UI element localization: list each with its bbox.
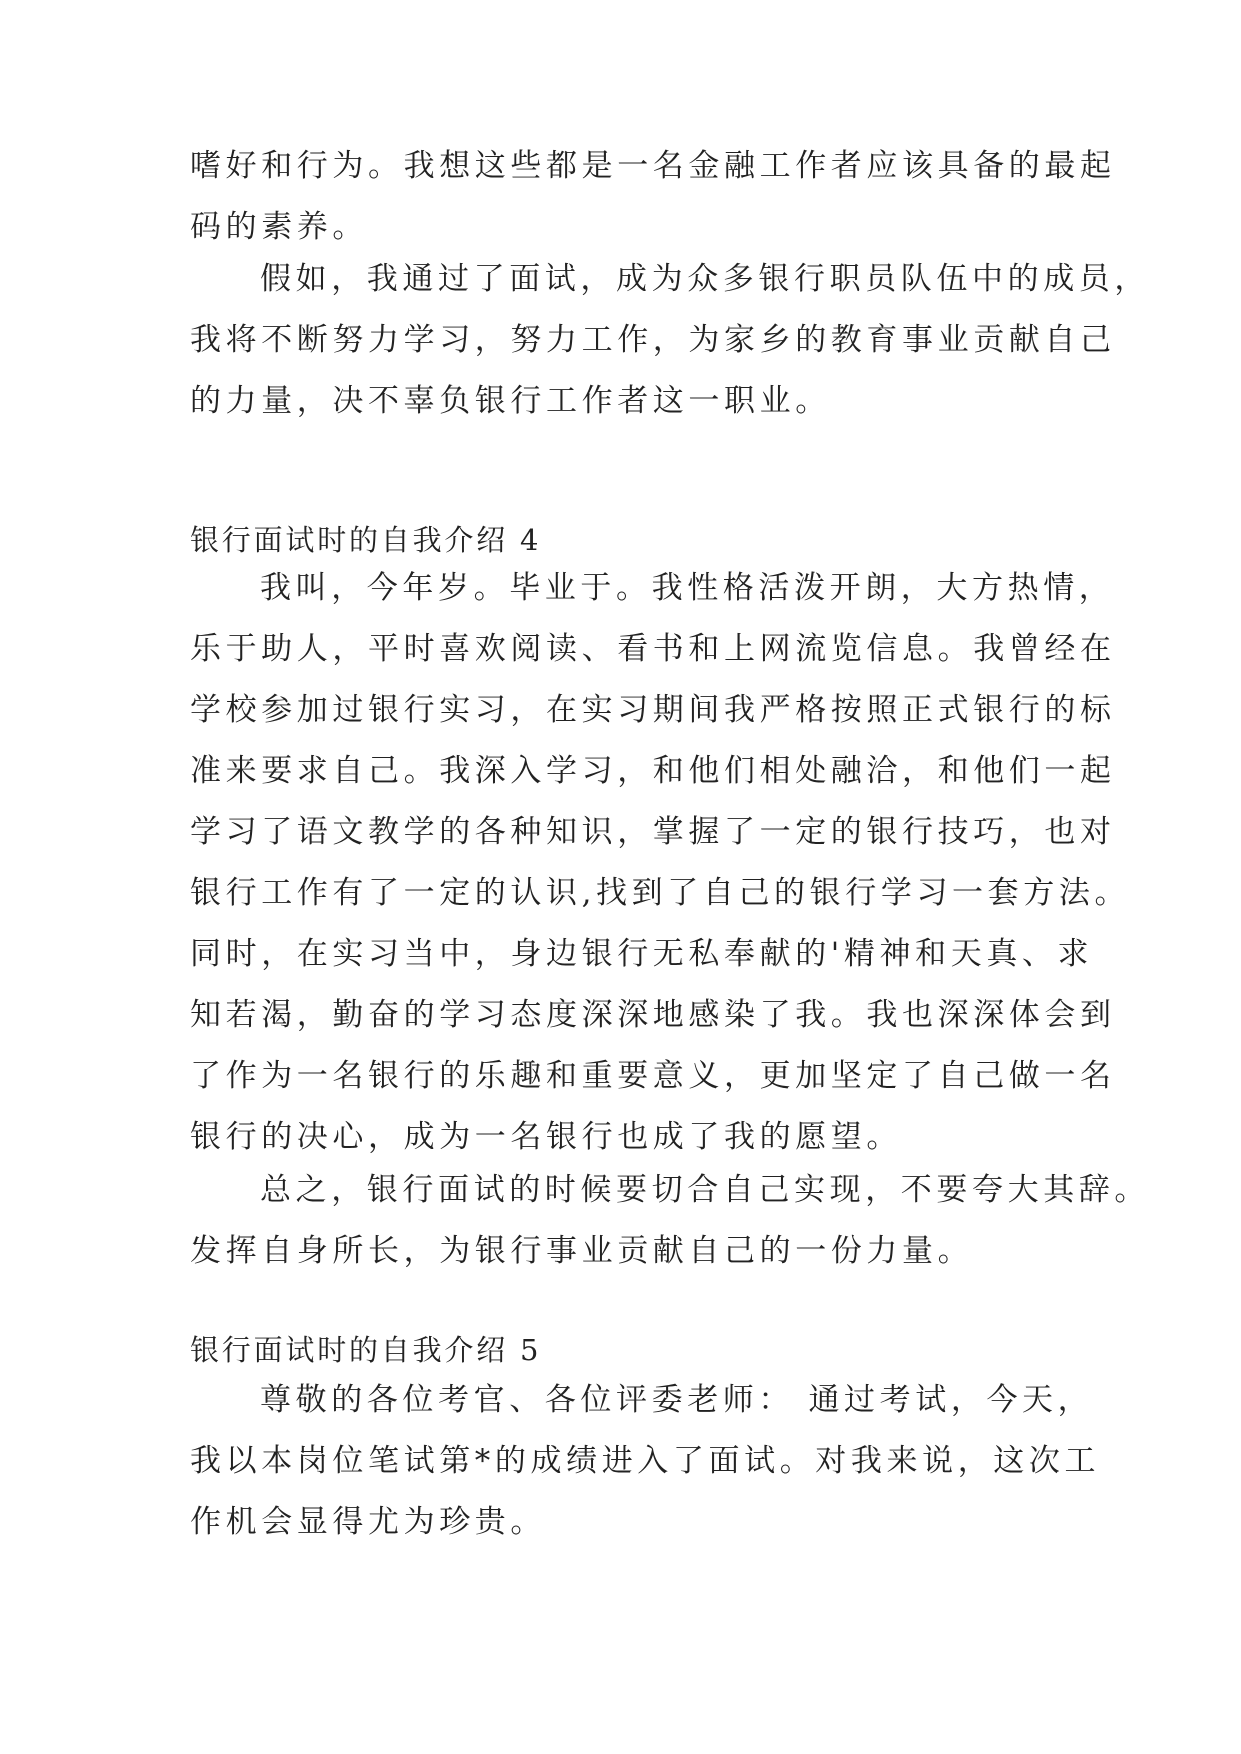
paragraph-line: 假如，我通过了面试，成为众多银行职员队伍中的成员，	[260, 261, 1150, 297]
paragraph-line: 乐于助人，平时喜欢阅读、看书和上网流览信息。我曾经在	[190, 631, 1116, 667]
paragraph-line: 的力量，决不辜负银行工作者这一职业。	[190, 383, 831, 419]
paragraph-line: 尊敬的各位考官、各位评委老师： 通过考试，今天，	[260, 1382, 1094, 1418]
section-heading-4: 银行面试时的自我介绍 4	[190, 523, 542, 557]
paragraph-line: 我叫，今年岁。毕业于。我性格活泼开朗，大方热情，	[260, 570, 1115, 606]
paragraph-line: 学习了语文教学的各种知识，掌握了一定的银行技巧，也对	[190, 814, 1116, 850]
paragraph-line: 银行的决心，成为一名银行也成了我的愿望。	[190, 1119, 902, 1155]
paragraph-line: 作机会显得尤为珍贵。	[190, 1504, 546, 1540]
section4-paragraph-1	[190, 558, 1131, 1168]
paragraph-line: 嗜好和行为。我想这些都是一名金融工作者应该具备的最起	[190, 148, 1116, 184]
paragraph-line: 了作为一名银行的乐趣和重要意义，更加坚定了自己做一名	[190, 1058, 1116, 1094]
paragraph-line: 同时，在实习当中，身边银行无私奉献的'精神和天真、求	[190, 936, 1094, 972]
paragraph-line: 学校参加过银行实习，在实习期间我严格按照正式银行的标	[190, 692, 1116, 728]
section4-paragraph-2	[190, 1160, 1150, 1282]
section5-paragraph-1	[190, 1370, 1101, 1553]
paragraph-line: 我将不断努力学习，努力工作，为家乡的教育事业贡献自己	[190, 322, 1116, 358]
paragraph-line: 我以本岗位笔试第*的成绩进入了面试。对我来说，这次工	[190, 1443, 1101, 1479]
paragraph-line: 知若渴，勤奋的学习态度深深地感染了我。我也深深体会到	[190, 997, 1116, 1033]
paragraph-line: 码的素养。	[190, 209, 368, 245]
paragraph-intro	[190, 136, 1116, 258]
paragraph-line: 银行工作有了一定的认识,找到了自己的银行学习一套方法。	[190, 875, 1131, 911]
paragraph-line: 发挥自身所长，为银行事业贡献自己的一份力量。	[190, 1233, 974, 1269]
paragraph-hope	[190, 249, 1150, 432]
paragraph-line: 准来要求自己。我深入学习，和他们相处融洽，和他们一起	[190, 753, 1116, 789]
section-heading-5: 银行面试时的自我介绍 5	[190, 1333, 542, 1367]
paragraph-line: 总之，银行面试的时候要切合自己实现，不要夸大其辞。	[260, 1172, 1150, 1208]
